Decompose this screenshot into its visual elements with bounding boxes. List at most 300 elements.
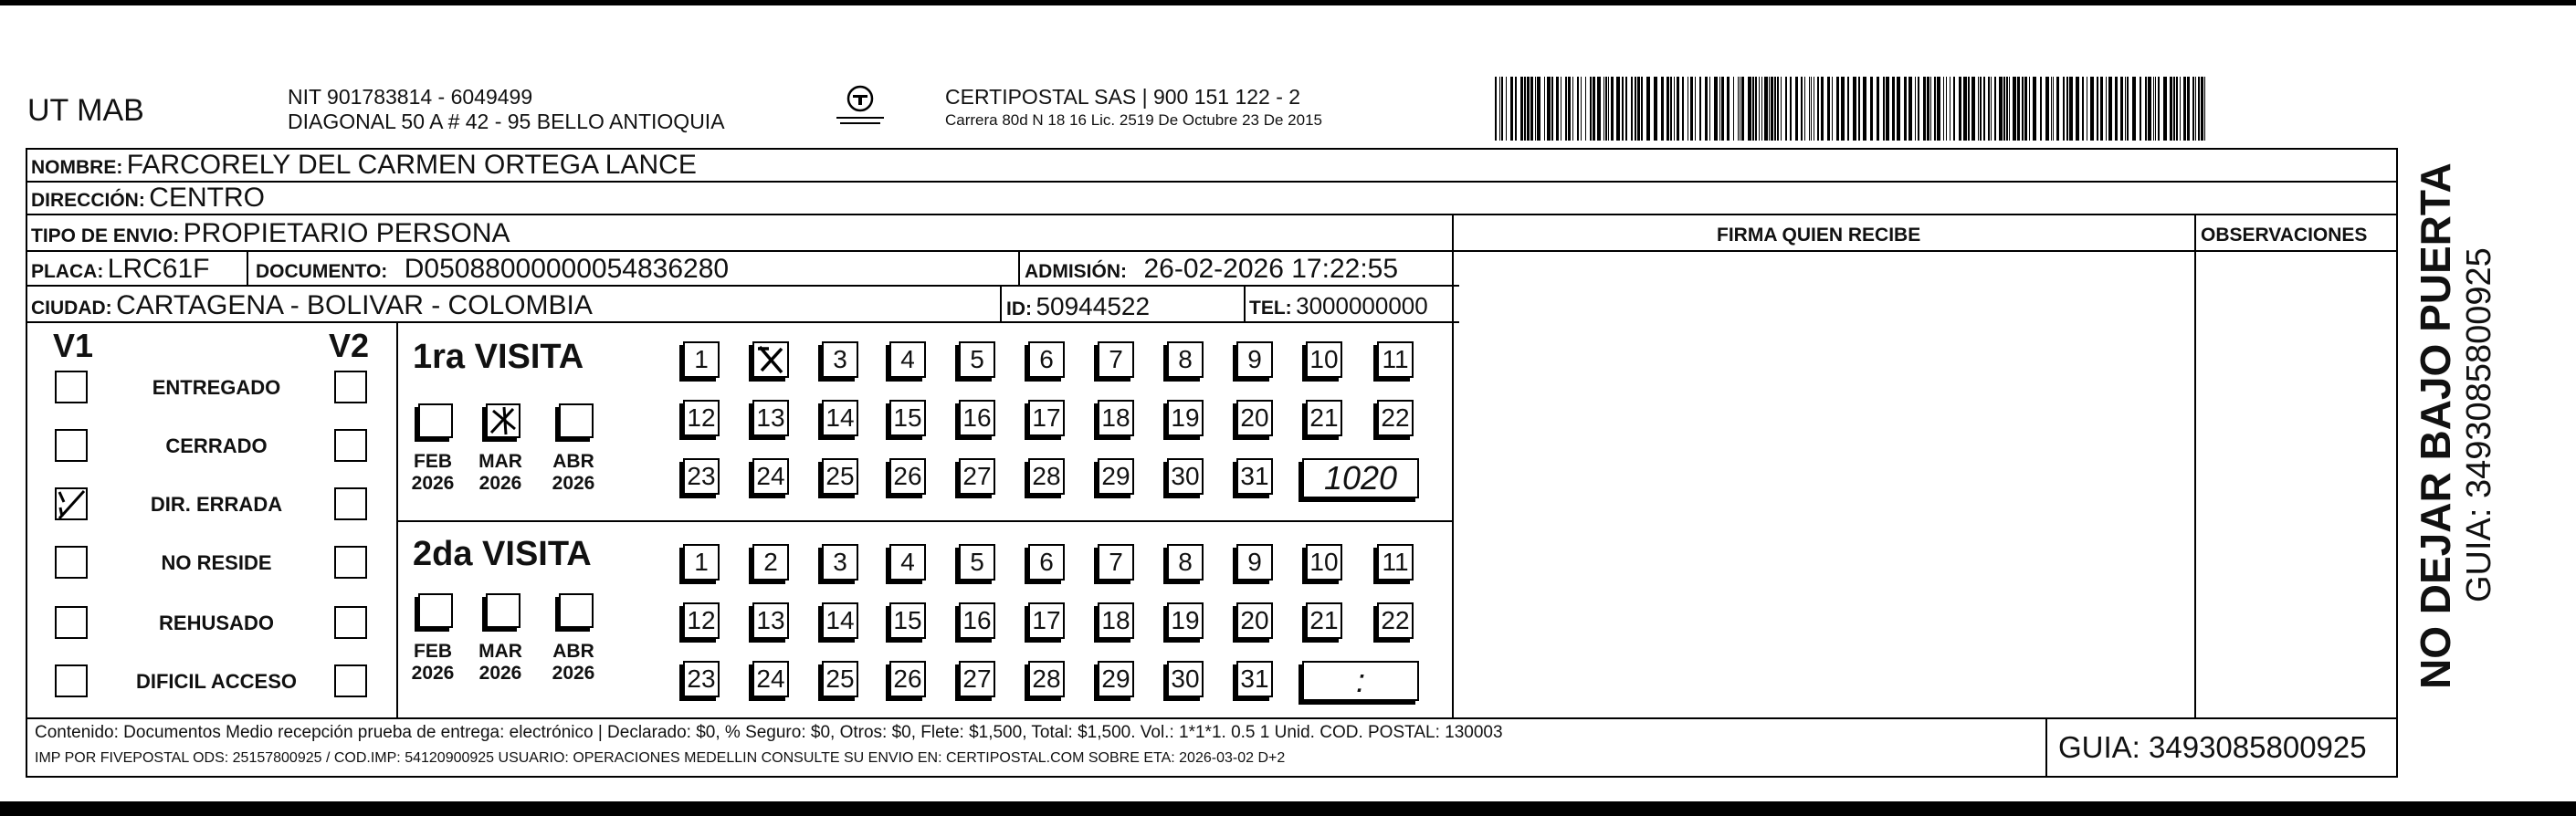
barcode-bar	[2204, 77, 2205, 141]
day-box[interactable]: 6	[1028, 341, 1065, 378]
col-divider	[2045, 717, 2047, 778]
month-label	[473, 641, 528, 685]
barcode-bar	[2090, 77, 2094, 141]
firma-label: FIRMA QUIEN RECIBE	[1717, 225, 1921, 246]
tipo-row	[31, 218, 510, 249]
day-box[interactable]: 14	[822, 602, 858, 639]
barcode-bar	[2106, 77, 2107, 141]
month-label	[405, 641, 460, 685]
barcode-bar	[1764, 77, 1768, 141]
barcode-bar	[1699, 77, 1701, 141]
row-divider	[1452, 250, 2398, 252]
barcode-bar	[1795, 77, 1798, 141]
month-checkbox[interactable]	[486, 403, 520, 438]
month-label	[405, 451, 460, 495]
barcode-bar	[1953, 77, 1955, 141]
day-box[interactable]: 20	[1236, 400, 1273, 436]
status-label: NO RESIDE	[161, 551, 272, 574]
day-box[interactable]: 10	[1306, 341, 1342, 378]
barcode-bar	[1968, 77, 1970, 141]
day-box[interactable]: 22	[1377, 400, 1414, 436]
v2-checkbox[interactable]	[334, 606, 367, 639]
col-divider	[2194, 214, 2196, 719]
row-divider	[396, 520, 1452, 522]
day-box[interactable]: 31	[1236, 458, 1273, 495]
barcode-bar	[2040, 77, 2042, 141]
day-box[interactable]: 11	[1377, 341, 1414, 378]
barcode-bar	[2173, 77, 2175, 141]
tipo-label: TIPO DE ENVIO:	[31, 225, 180, 246]
barcode-bar	[1674, 77, 1675, 141]
barcode-bar	[1515, 77, 1517, 141]
barcode-bar	[1556, 77, 1559, 141]
barcode-bar	[2163, 77, 2167, 141]
day-box[interactable]: 24	[752, 661, 789, 697]
barcode-bar	[2192, 77, 2194, 141]
barcode-bar	[1781, 77, 1782, 141]
v2-checkbox[interactable]	[334, 664, 367, 697]
carrier-license: Carrera 80d N 18 16 Lic. 2519 De Octubre 23 De 2015	[945, 111, 1322, 129]
day-box[interactable]: 16	[959, 602, 995, 639]
day-box[interactable]: 6	[1028, 544, 1065, 581]
barcode-bar	[1978, 77, 1979, 141]
barcode-bar	[1971, 77, 1975, 141]
day-box[interactable]: 29	[1098, 458, 1134, 495]
barcode-bar	[2183, 77, 2186, 141]
barcode-bar	[1790, 77, 1792, 141]
barcode-bar	[1994, 77, 1996, 141]
barcode-bar	[1774, 77, 1776, 141]
barcode-bar	[1721, 77, 1724, 141]
month-year: 2026	[552, 473, 595, 494]
documento-label: DOCUMENTO:	[256, 261, 388, 282]
barcode-bar	[1738, 77, 1739, 141]
row-divider	[26, 321, 1459, 323]
barcode-bar	[1524, 77, 1526, 141]
month-year: 2026	[411, 663, 455, 684]
day-box[interactable]: 7	[1098, 544, 1134, 581]
barcode-bar	[1755, 77, 1757, 141]
barcode-bar	[1585, 77, 1586, 141]
barcode-bar	[1946, 77, 1947, 141]
v2-checkbox[interactable]	[334, 371, 367, 403]
barcode-bar	[2153, 77, 2154, 141]
day-box[interactable]: 28	[1028, 458, 1065, 495]
barcode-bar	[1963, 77, 1967, 141]
month-year: 2026	[478, 473, 522, 494]
day-box[interactable]: 17	[1028, 602, 1065, 639]
barcode-bar	[1667, 77, 1669, 141]
barcode-bar	[1809, 77, 1810, 141]
v2-label: V2	[329, 327, 370, 364]
barcode-bar	[1841, 77, 1845, 141]
day-box[interactable]: 3	[822, 544, 858, 581]
imp-text: IMP POR FIVEPOSTAL ODS: 25157800925 / COD.IMP: 54120900925 USUARIO: OPERACIONES MEDELLIN CONSULTE SU ENVIO EN: CERTIPOSTAL.COM SOBRE ETA: 2026-03-02 D+2	[35, 750, 1286, 766]
day-box[interactable]: 31	[1236, 661, 1273, 697]
barcode-bar	[2180, 77, 2181, 141]
month-checkbox[interactable]	[559, 593, 594, 628]
barcode-bar	[1748, 77, 1751, 141]
barcode-bar	[1527, 77, 1530, 141]
day-box[interactable]: 5	[959, 544, 995, 581]
v2-checkbox[interactable]	[334, 546, 367, 579]
day-box[interactable]: 26	[889, 458, 926, 495]
day-box[interactable]: 3	[822, 341, 858, 378]
barcode-bar	[1714, 77, 1718, 141]
barcode-bar	[1771, 77, 1773, 141]
day-box[interactable]: 13	[752, 602, 789, 639]
day-box[interactable]: 28	[1028, 661, 1065, 697]
barcode-bar	[1608, 77, 1609, 141]
day-box[interactable]: 25	[822, 458, 858, 495]
day-box[interactable]: 8	[1167, 341, 1204, 378]
barcode-bar	[1568, 77, 1571, 141]
day-box[interactable]: 25	[822, 661, 858, 697]
barcode-bar	[1904, 77, 1907, 141]
barcode-bar	[2017, 77, 2020, 141]
row-divider	[26, 214, 2398, 215]
day-box[interactable]: 19	[1167, 602, 1204, 639]
barcode-bar	[1690, 77, 1693, 141]
barcode-bar	[1499, 77, 1500, 141]
month-name: FEB	[414, 451, 452, 472]
barcode-bar	[2053, 77, 2054, 141]
placa-label: PLACA:	[31, 261, 104, 282]
barcode-bar	[1565, 77, 1567, 141]
month-checkbox[interactable]	[418, 403, 453, 438]
company-name: UT MAB	[27, 93, 144, 128]
bottom-border	[0, 801, 2576, 816]
barcode-bar	[1759, 77, 1760, 141]
barcode-bar	[1801, 77, 1803, 141]
month-checkbox[interactable]	[559, 403, 594, 438]
id-value: 50944522	[1036, 292, 1151, 320]
barcode-bar	[1988, 77, 1990, 141]
barcode-bar	[1832, 77, 1833, 141]
barcode-bar	[2120, 77, 2123, 141]
barcode-bar	[1709, 77, 1710, 141]
day-box[interactable]: 30	[1167, 458, 1204, 495]
barcode-bar	[1593, 77, 1595, 141]
admision-field	[1025, 254, 1398, 285]
barcode	[1495, 77, 2216, 142]
barcode-bar	[2069, 77, 2073, 141]
day-box[interactable]: 19	[1167, 400, 1204, 436]
time-box[interactable]: 1020	[1302, 458, 1419, 498]
barcode-bar	[1858, 77, 1860, 141]
day-box[interactable]: 24	[752, 458, 789, 495]
day-box[interactable]: 15	[889, 602, 926, 639]
barcode-bar	[1616, 77, 1620, 141]
direccion-row	[31, 183, 265, 214]
barcode-bar	[2076, 77, 2079, 141]
barcode-bar	[2082, 77, 2084, 141]
day-box[interactable]: 13	[752, 400, 789, 436]
col-divider	[247, 250, 248, 285]
barcode-bar	[1923, 77, 1926, 141]
day-box[interactable]: 30	[1167, 661, 1204, 697]
barcode-bar	[1537, 77, 1540, 141]
nombre-row	[31, 150, 697, 181]
v2-checkbox[interactable]	[334, 429, 367, 462]
side-warning: NO DEJAR BAJO PUERTA	[2412, 162, 2459, 689]
barcode-bar	[2051, 77, 2052, 141]
barcode-bar	[1836, 77, 1839, 141]
id-field	[1006, 292, 1150, 321]
barcode-bar	[2033, 77, 2036, 141]
barcode-bar	[1811, 77, 1812, 141]
day-box[interactable]: 16	[959, 400, 995, 436]
day-box[interactable]: 12	[683, 602, 720, 639]
barcode-bar	[1959, 77, 1961, 141]
barcode-bar	[1603, 77, 1604, 141]
day-box[interactable]: 1	[683, 341, 720, 378]
row-divider	[26, 181, 2398, 183]
certipostal-logo	[833, 80, 888, 135]
barcode-bar	[1590, 77, 1592, 141]
day-box[interactable]: 20	[1236, 602, 1273, 639]
month-label	[546, 451, 601, 495]
barcode-bar	[1930, 77, 1931, 141]
barcode-bar	[1661, 77, 1664, 141]
barcode-bar	[1530, 77, 1533, 141]
barcode-bar	[1682, 77, 1684, 141]
barcode-bar	[1646, 77, 1650, 141]
barcode-bar	[1937, 77, 1940, 141]
side-guia: GUIA: 3493085800925	[2460, 247, 2498, 602]
barcode-bar	[2132, 77, 2136, 141]
barcode-bar	[1605, 77, 1607, 141]
barcode-bar	[1886, 77, 1889, 141]
barcode-bar	[1934, 77, 1936, 141]
row-divider	[26, 250, 1459, 252]
barcode-bar	[1641, 77, 1643, 141]
nit-text: NIT 901783814 - 6049499	[288, 85, 533, 109]
day-box[interactable]: 10	[1306, 544, 1342, 581]
visit2-title: 2da VISITA	[413, 535, 592, 573]
day-box[interactable]: 4	[889, 341, 926, 378]
col-divider	[1000, 285, 1002, 321]
barcode-bar	[2024, 77, 2027, 141]
barcode-bar	[1847, 77, 1849, 141]
barcode-bar	[2045, 77, 2049, 141]
barcode-bar	[1495, 77, 1497, 141]
barcode-bar	[2125, 77, 2126, 141]
day-box[interactable]: 27	[959, 661, 995, 697]
placa-field	[31, 254, 210, 285]
day-box[interactable]: 27	[959, 458, 995, 495]
day-box[interactable]: 1	[683, 544, 720, 581]
barcode-bar	[2006, 77, 2008, 141]
barcode-bar	[1908, 77, 1912, 141]
barcode-bar	[2140, 77, 2141, 141]
barcode-bar	[1544, 77, 1545, 141]
barcode-bar	[2187, 77, 2190, 141]
barcode-bar	[2158, 77, 2160, 141]
barcode-bar	[2063, 77, 2065, 141]
barcode-bar	[1853, 77, 1856, 141]
barcode-bar	[2195, 77, 2196, 141]
barcode-bar	[1622, 77, 1624, 141]
v1-checkbox[interactable]	[55, 664, 88, 697]
barcode-bar	[1777, 77, 1779, 141]
barcode-bar	[1506, 77, 1507, 141]
v1-checkbox[interactable]	[55, 487, 88, 520]
barcode-bar	[1551, 77, 1553, 141]
day-box[interactable]: 17	[1028, 400, 1065, 436]
status-label: ENTREGADO	[152, 376, 281, 399]
day-box[interactable]: 23	[683, 458, 720, 495]
barcode-bar	[1719, 77, 1720, 141]
tipo-value: PROPIETARIO PERSONA	[183, 218, 510, 248]
tel-label: TEL:	[1249, 298, 1292, 319]
month-checkbox[interactable]	[486, 593, 520, 628]
barcode-bar	[1883, 77, 1885, 141]
barcode-bar	[2003, 77, 2005, 141]
status-label: CERRADO	[165, 434, 268, 457]
day-box[interactable]	[752, 341, 789, 378]
barcode-bar	[1983, 77, 1985, 141]
barcode-bar	[2029, 77, 2030, 141]
contenido-text: Contenido: Documentos Medio recepción prueba de entrega: electrónico | Declarado: $0, % Seguro: $0, Otros: $0, Flete: $1,500, Total: $1,500. Vol.: 1*1*1. 0.5 1 Unid. COD. POSTAL: 130003	[35, 723, 1503, 742]
barcode-bar	[1827, 77, 1830, 141]
nombre-label: NOMBRE:	[31, 157, 123, 178]
top-border	[0, 0, 2576, 5]
barcode-bar	[1892, 77, 1895, 141]
barcode-bar	[1999, 77, 2003, 141]
barcode-bar	[1535, 77, 1536, 141]
barcode-bar	[2066, 77, 2068, 141]
barcode-bar	[1761, 77, 1762, 141]
barcode-bar	[1870, 77, 1873, 141]
barcode-bar	[1769, 77, 1770, 141]
barcode-bar	[2022, 77, 2024, 141]
barcode-bar	[1677, 77, 1679, 141]
direccion-label: DIRECCIÓN:	[31, 190, 145, 211]
month-year: 2026	[411, 473, 455, 494]
barcode-bar	[1670, 77, 1672, 141]
status-label: REHUSADO	[159, 612, 274, 634]
barcode-bar	[1654, 77, 1657, 141]
barcode-bar	[2127, 77, 2129, 141]
documento-field	[256, 254, 729, 285]
col-divider	[1244, 285, 1246, 321]
barcode-bar	[1980, 77, 1982, 141]
day-box[interactable]: 11	[1377, 544, 1414, 581]
day-box[interactable]: 7	[1098, 341, 1134, 378]
day-box[interactable]: 23	[683, 661, 720, 697]
time-box[interactable]: :	[1302, 661, 1419, 701]
col-divider	[1452, 214, 1454, 719]
month-checkbox[interactable]	[418, 593, 453, 628]
direccion-value: CENTRO	[149, 183, 265, 213]
id-label: ID:	[1006, 298, 1032, 319]
barcode-bar	[2108, 77, 2112, 141]
month-name: MAR	[478, 451, 522, 472]
month-name: MAR	[478, 641, 522, 662]
barcode-bar	[2198, 77, 2200, 141]
day-box[interactable]: 5	[959, 341, 995, 378]
barcode-bar	[2056, 77, 2059, 141]
month-year: 2026	[478, 663, 522, 684]
barcode-bar	[1581, 77, 1582, 141]
day-box[interactable]: 4	[889, 544, 926, 581]
month-name: FEB	[414, 641, 452, 662]
day-box[interactable]: 8	[1167, 544, 1204, 581]
ciudad-value: CARTAGENA - BOLIVAR - COLOMBIA	[116, 290, 593, 320]
carrier-name: CERTIPOSTAL SAS | 900 151 122 - 2	[945, 85, 1301, 109]
day-box[interactable]: 14	[822, 400, 858, 436]
day-box[interactable]: 21	[1306, 400, 1342, 436]
barcode-bar	[1752, 77, 1754, 141]
day-box[interactable]: 18	[1098, 400, 1134, 436]
barcode-bar	[1572, 77, 1573, 141]
month-label	[546, 641, 601, 685]
barcode-bar	[1817, 77, 1819, 141]
documento-value: D05088000000054836280	[404, 254, 730, 284]
day-box[interactable]: 2	[752, 544, 789, 581]
barcode-bar	[1821, 77, 1824, 141]
barcode-bar	[1637, 77, 1640, 141]
barcode-bar	[1927, 77, 1929, 141]
admision-value: 26-02-2026 17:22:55	[1143, 254, 1399, 284]
barcode-bar	[1510, 77, 1513, 141]
barcode-bar	[1943, 77, 1944, 141]
barcode-bar	[1897, 77, 1900, 141]
month-label	[473, 451, 528, 495]
day-box[interactable]: 9	[1236, 341, 1273, 378]
v2-checkbox[interactable]	[334, 487, 367, 520]
barcode-bar	[2115, 77, 2118, 141]
v1-checkbox[interactable]	[55, 606, 88, 639]
tel-value: 3000000000	[1296, 292, 1428, 319]
sender-address: DIAGONAL 50 A # 42 - 95 BELLO ANTIOQUIA	[288, 110, 725, 133]
day-box[interactable]: 21	[1306, 602, 1342, 639]
day-box[interactable]: 29	[1098, 661, 1134, 697]
barcode-bar	[2170, 77, 2172, 141]
barcode-bar	[1501, 77, 1503, 141]
day-box[interactable]: 9	[1236, 544, 1273, 581]
barcode-bar	[1741, 77, 1744, 141]
status-label: DIR. ERRADA	[150, 493, 283, 516]
barcode-bar	[2097, 77, 2098, 141]
tel-field	[1249, 292, 1428, 320]
barcode-bar	[2201, 77, 2203, 141]
barcode-bar	[1877, 77, 1879, 141]
day-box[interactable]: 15	[889, 400, 926, 436]
day-box[interactable]: 26	[889, 661, 926, 697]
barcode-bar	[1785, 77, 1787, 141]
barcode-bar	[1727, 77, 1730, 141]
barcode-bar	[1915, 77, 1916, 141]
v1-checkbox[interactable]	[55, 371, 88, 403]
day-box[interactable]: 18	[1098, 602, 1134, 639]
barcode-bar	[1520, 77, 1523, 141]
visit1-title: 1ra VISITA	[413, 338, 584, 376]
month-name: ABR	[552, 451, 594, 472]
day-box[interactable]: 12	[683, 400, 720, 436]
v1-checkbox[interactable]	[55, 429, 88, 462]
barcode-bar	[2009, 77, 2010, 141]
barcode-bar	[1611, 77, 1614, 141]
barcode-bar	[2148, 77, 2151, 141]
barcode-bar	[1991, 77, 1992, 141]
v1-checkbox[interactable]	[55, 546, 88, 579]
day-box[interactable]: 22	[1377, 602, 1414, 639]
barcode-bar	[1625, 77, 1627, 141]
barcode-bar	[2155, 77, 2156, 141]
ciudad-field	[31, 290, 593, 321]
